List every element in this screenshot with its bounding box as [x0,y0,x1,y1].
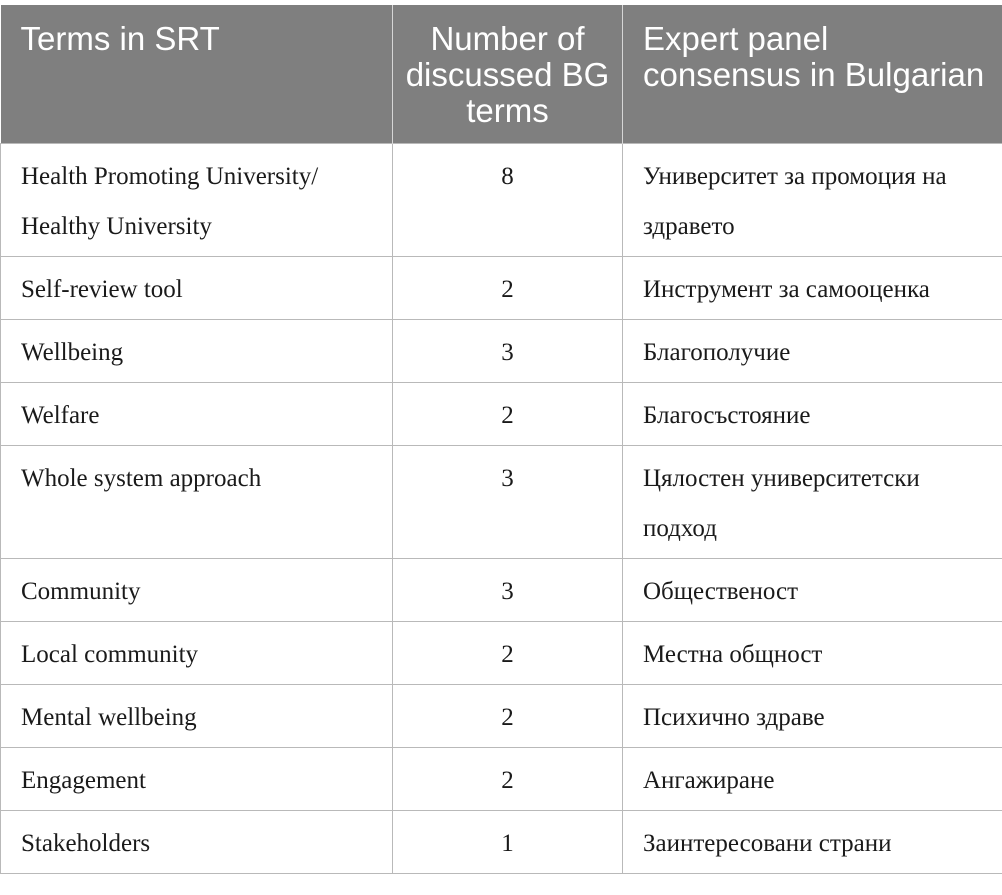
term-cell: Stakeholders [1,811,393,874]
table-row [1,559,1002,622]
header-number-of-terms: Number of discussed BG terms [393,5,623,144]
bulgarian-cell: Ангажиране [623,748,1002,811]
term-cell: Self-review tool [1,257,393,320]
count-cell: 3 [393,320,623,383]
term-cell: Mental wellbeing [1,685,393,748]
terms-table [0,5,1002,874]
table-row [1,144,1002,257]
count-cell: 2 [393,383,623,446]
table-row [1,320,1002,383]
header-expert-consensus: Expert panel consensus in Bulgarian [623,5,1002,144]
table-row [1,383,1002,446]
term-cell: Whole system approach [1,446,393,559]
count-cell: 2 [393,748,623,811]
count-cell: 8 [393,144,623,257]
term-cell: Community [1,559,393,622]
count-cell: 2 [393,622,623,685]
bulgarian-cell: Цялостен университетски подход [623,446,1002,559]
count-cell: 3 [393,559,623,622]
bulgarian-cell: Благополучие [623,320,1002,383]
table-row [1,257,1002,320]
table-row [1,811,1002,874]
bulgarian-cell: Психично здраве [623,685,1002,748]
table-row [1,446,1002,559]
bulgarian-cell: Заинтересовани страни [623,811,1002,874]
table-row [1,685,1002,748]
table-row [1,622,1002,685]
term-cell: Engagement [1,748,393,811]
bulgarian-cell: Местна общност [623,622,1002,685]
bulgarian-cell: Университет за промоция на здравето [623,144,1002,257]
count-cell: 2 [393,685,623,748]
bulgarian-cell: Общественост [623,559,1002,622]
term-cell: Health Promoting University/ Healthy University [1,144,393,257]
count-cell: 3 [393,446,623,559]
header-terms-in-srt: Terms in SRT [1,5,393,144]
term-cell: Local community [1,622,393,685]
count-cell: 1 [393,811,623,874]
table-header-row [1,5,1002,144]
table-row [1,748,1002,811]
bulgarian-cell: Инструмент за самооценка [623,257,1002,320]
term-cell: Wellbeing [1,320,393,383]
term-cell: Welfare [1,383,393,446]
bulgarian-cell: Благосъстояние [623,383,1002,446]
count-cell: 2 [393,257,623,320]
